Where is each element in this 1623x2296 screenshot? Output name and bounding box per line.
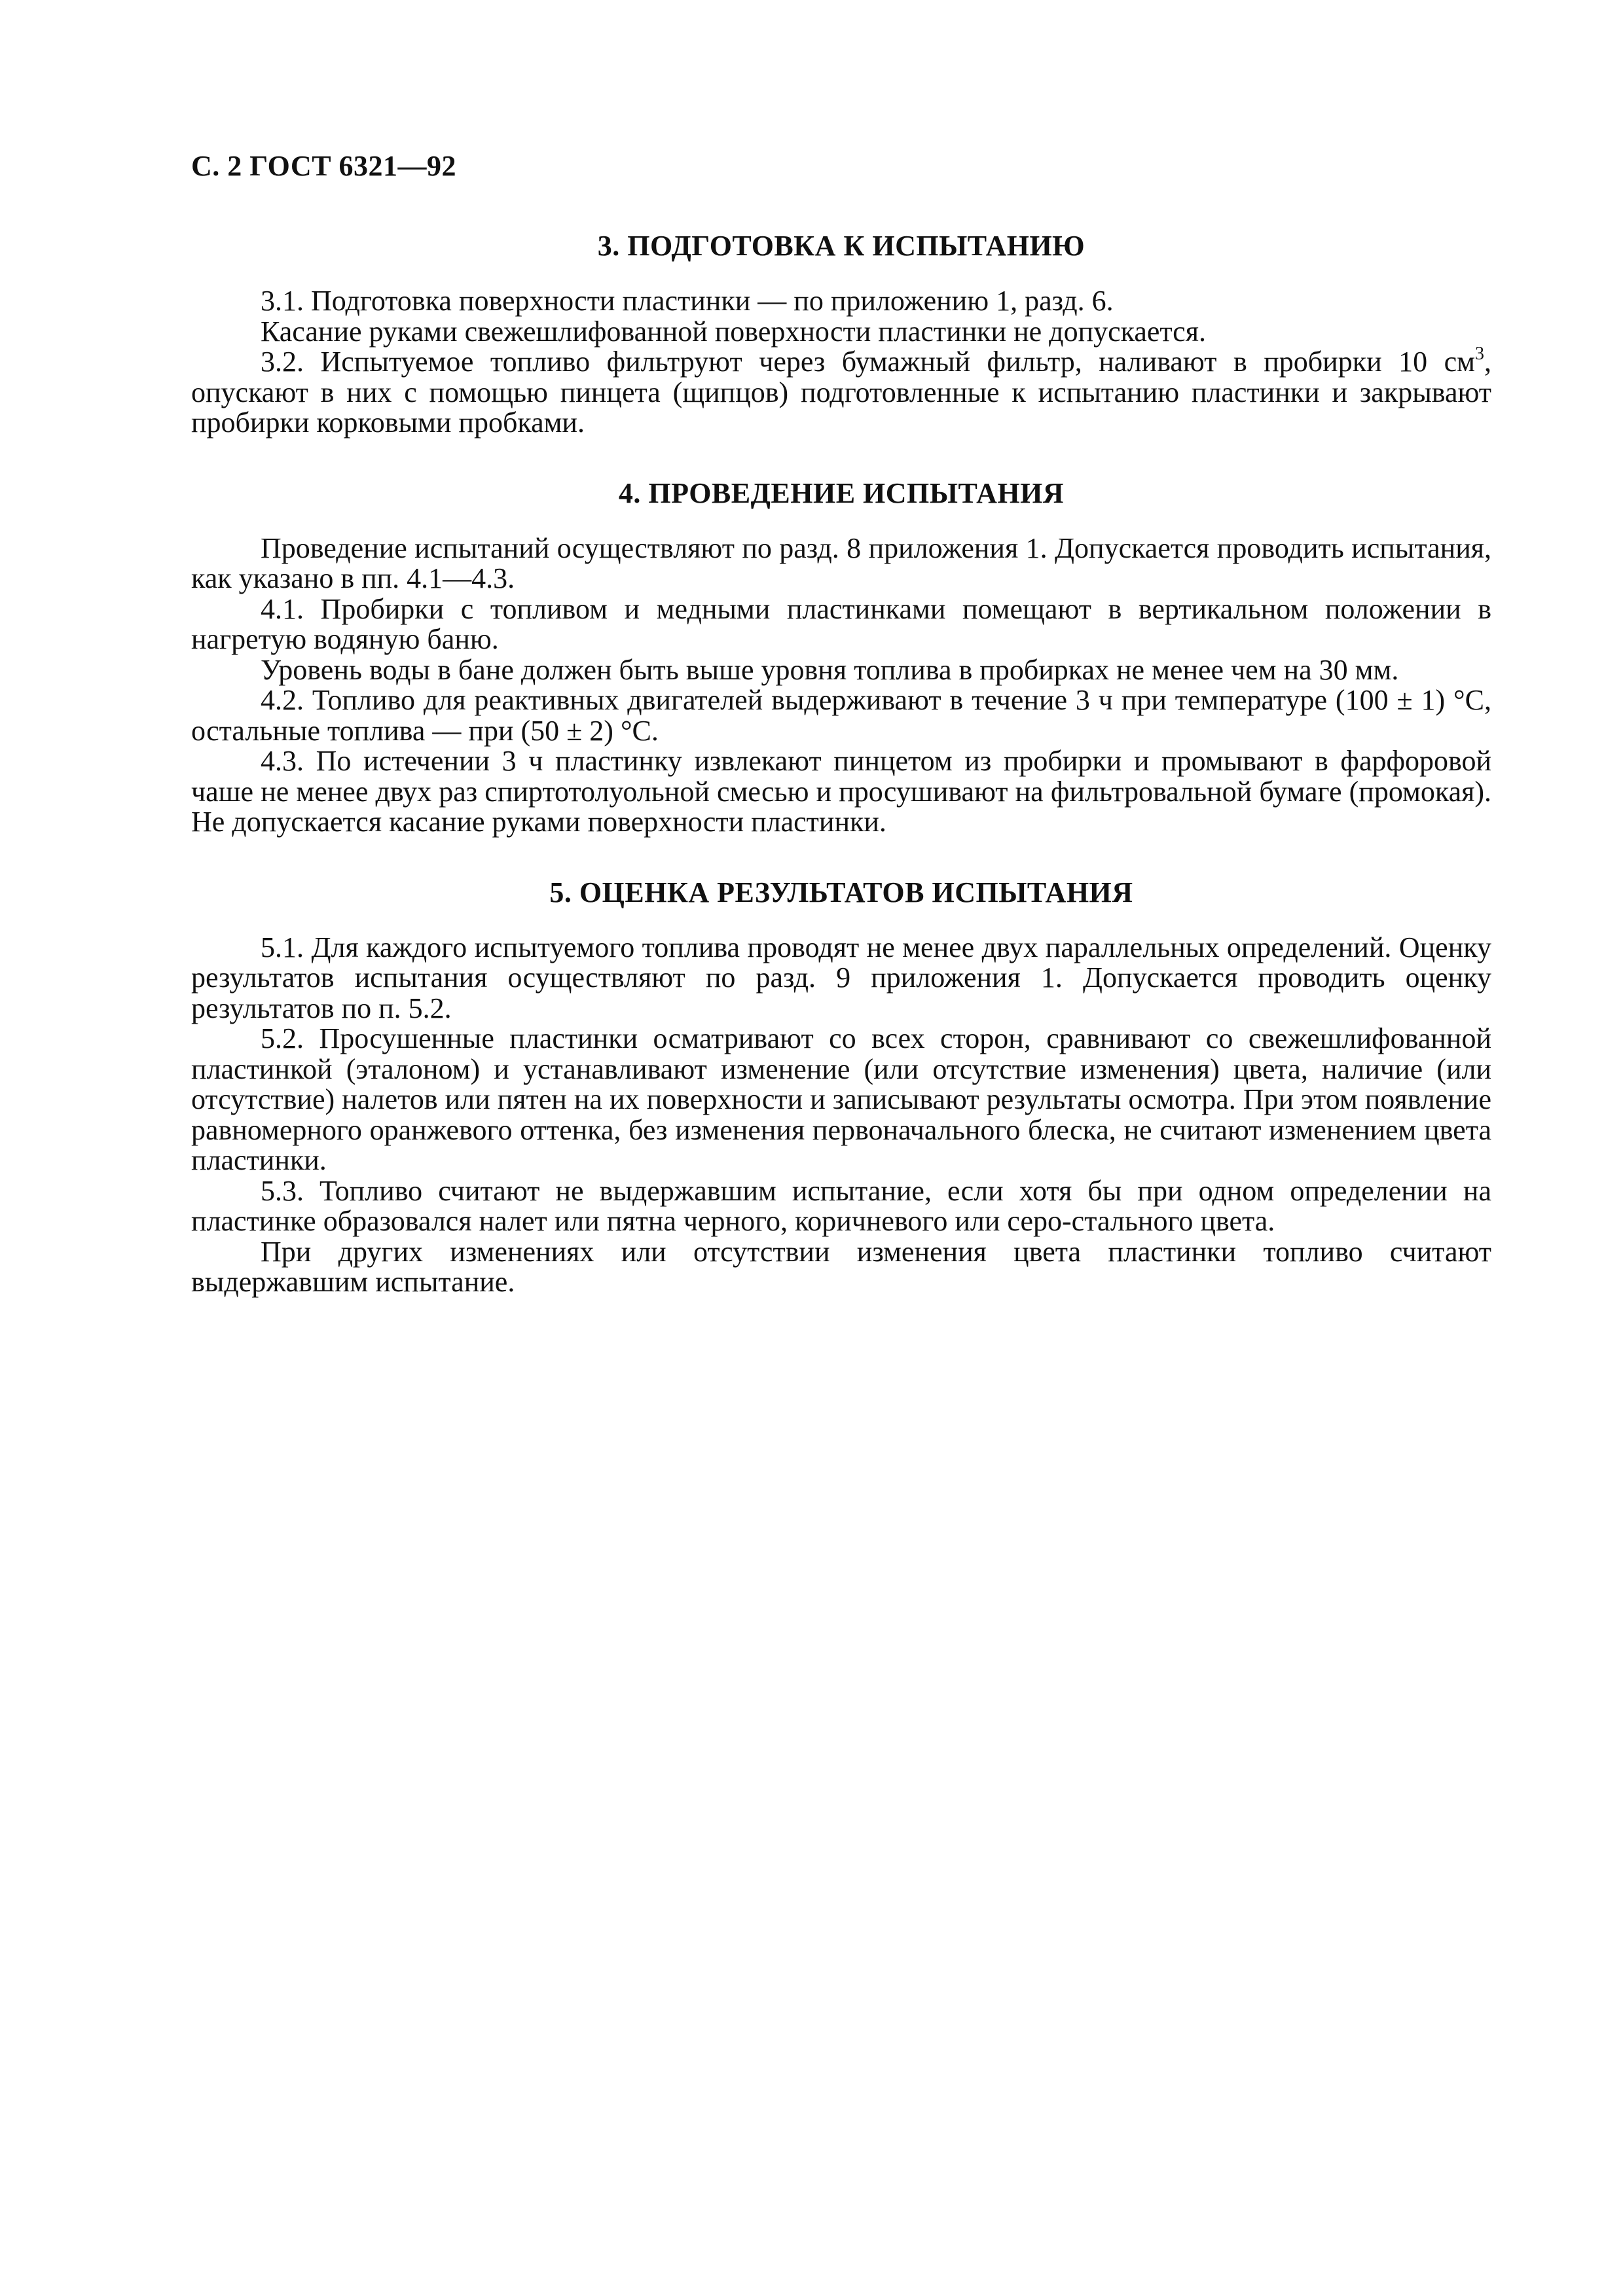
paragraph: Касание руками свежешлифованной поверхности пластинки не допускается. bbox=[261, 315, 1206, 348]
section-title: 4. ПРОВЕДЕНИЕ ИСПЫТАНИЯ bbox=[618, 476, 1065, 509]
section-4 bbox=[191, 476, 1491, 838]
running-head: С. 2 ГОСТ 6321—92 bbox=[191, 150, 457, 182]
document-body bbox=[191, 229, 1491, 1298]
section-title: 3. ПОДГОТОВКА К ИСПЫТАНИЮ bbox=[597, 230, 1085, 262]
superscript: 3 bbox=[1475, 344, 1484, 364]
paragraph: 5.2. Просушенные пластинки осматривают со всех сторон, сравнивают со свежешлифованной пластинкой (эталоном) и устанавливают изменение (или отсутствие изменения) цвета, наличие (или отсутствие) налетов или пятен на их поверхности и записывают результаты осмотра. При этом появление равномерного оранжевого оттенка, без изменения первоначального блеска, не считают изменением цвета пластинки. bbox=[191, 1022, 1491, 1176]
paragraph: Уровень воды в бане должен быть выше уровня топлива в пробирках не менее чем на 30 мм. bbox=[261, 653, 1399, 686]
paragraph: 4.2. Топливо для реактивных двигателей выдерживают в течение 3 ч при температуре (100 ± 1) °С, остальные топлива — при (50 ± 2) °С. bbox=[191, 684, 1491, 747]
section-3 bbox=[191, 229, 1491, 439]
paragraph: 3.1. Подготовка поверхности пластинки — по приложению 1, разд. 6. bbox=[261, 285, 1114, 317]
paragraph bbox=[191, 344, 1491, 439]
section-5 bbox=[191, 876, 1491, 1298]
paragraph: Проведение испытаний осуществляют по разд. 8 приложения 1. Допускается проводить испытания, как указано в пп. 4.1—4.3. bbox=[191, 531, 1491, 594]
paragraph: 4.1. Пробирки с топливом и медными пластинками помещают в вертикальном положении в нагретую водяную баню. bbox=[191, 592, 1491, 655]
paragraph-text: , опускают в них с помощью пинцета (щипцов) подготовленные к испытанию пластинки и закрывают пробирки корковыми пробками. bbox=[191, 346, 1491, 439]
paragraph: 4.3. По истечении 3 ч пластинку извлекают пинцетом из пробирки и промывают в фарфоровой чаше не менее двух раз спиртотолуольной смесью и просушивают на фильтровальной бумаге (промокая). Не допускается касание руками поверхности пластинки. bbox=[191, 745, 1491, 838]
paragraph: 5.1. Для каждого испытуемого топлива проводят не менее двух параллельных определений. Оценку результатов испытания осуществляют по разд. 9 приложения 1. Допускается проводить оценку результатов по п. 5.2. bbox=[191, 931, 1491, 1024]
section-title: 5. ОЦЕНКА РЕЗУЛЬТАТОВ ИСПЫТАНИЯ bbox=[549, 876, 1133, 908]
paragraph: 5.3. Топливо считают не выдержавшим испытание, если хотя бы при одном определении на пластинке образовался налет или пятна черного, коричневого или серо-стального цвета. bbox=[191, 1174, 1491, 1237]
paragraph-text: 3.2. Испытуемое топливо фильтруют через бумажный фильтр, наливают в пробирки 10 см bbox=[261, 346, 1475, 378]
paragraph: При других изменениях или отсутствии изменения цвета пластинки топливо считают выдержавшим испытание. bbox=[191, 1235, 1491, 1298]
